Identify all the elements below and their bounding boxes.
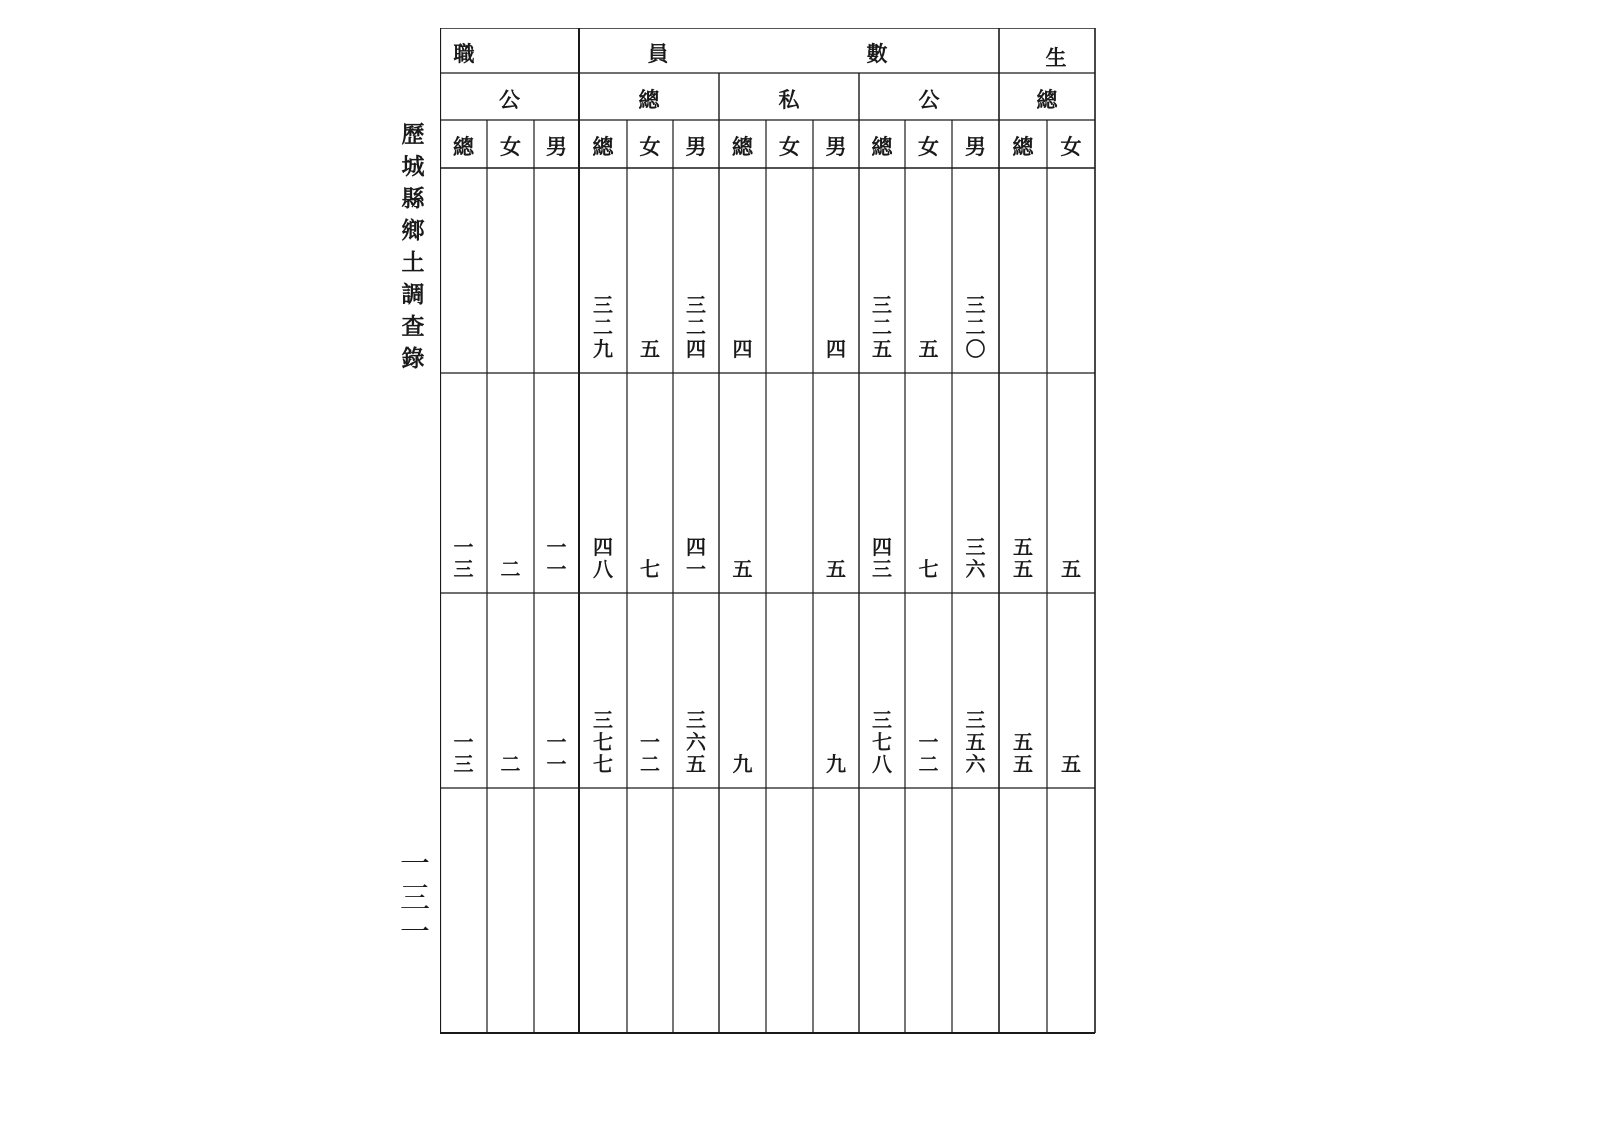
table-cell: 七 <box>918 557 939 581</box>
table-cell: 二 <box>500 557 521 581</box>
table-cell: 一 一 <box>546 730 567 776</box>
table-cell: 五 <box>1061 752 1081 776</box>
table-cell: 七 <box>640 557 660 581</box>
table-cell: 三 五 六 <box>965 708 986 776</box>
table-cell: 三 二 五 <box>872 293 892 361</box>
table-cell: 五 <box>732 557 753 581</box>
statistics-table <box>440 28 1100 1068</box>
column-header-10: 女 <box>918 134 939 159</box>
table-cell: 四 <box>732 337 753 361</box>
group-header-private: 私 <box>778 87 800 112</box>
table-cell: 四 三 <box>872 535 892 581</box>
column-header-11: 男 <box>965 134 986 159</box>
column-header-7: 女 <box>779 134 800 159</box>
column-header-4: 女 <box>639 134 661 159</box>
top-header-zhi: 職 <box>453 41 475 66</box>
column-header-0: 總 <box>453 134 474 159</box>
table-cell: 九 <box>826 752 846 776</box>
table-cell: 四 <box>826 337 846 361</box>
table-cell: 三 二 九 <box>593 293 613 361</box>
column-header-1: 女 <box>500 134 521 159</box>
column-header-5: 男 <box>685 134 707 159</box>
table-cell: 一 二 <box>918 730 939 776</box>
column-header-8: 男 <box>825 134 847 159</box>
page-number: 一 三 一 <box>400 847 430 950</box>
top-header-sheng: 生 <box>1045 45 1067 70</box>
column-header-6: 總 <box>732 134 753 159</box>
table-grid-lines <box>440 28 1100 1068</box>
group-header-public: 公 <box>918 87 940 112</box>
table-cell: 五 <box>826 557 846 581</box>
table-cell: 五 五 <box>1013 730 1033 776</box>
column-header-9: 總 <box>871 134 893 159</box>
table-cell: 三 七 八 <box>872 708 892 776</box>
table-cell: 九 <box>732 752 753 776</box>
table-cell: 三 六 <box>965 535 986 581</box>
table-cell: 三 七 七 <box>593 708 613 776</box>
table-cell: 五 <box>1061 557 1081 581</box>
table-cell: 五 <box>640 337 660 361</box>
group-header-public-staff: 公 <box>499 87 520 112</box>
table-cell: 一 三 <box>453 730 474 776</box>
column-header-13: 女 <box>1060 134 1082 159</box>
group-header-total: 總 <box>638 87 660 112</box>
table-cell: 三 二 〇 <box>965 293 986 361</box>
table-cell: 一 三 <box>453 535 474 581</box>
column-header-12: 總 <box>1012 134 1034 159</box>
table-cell: 一 二 <box>640 730 660 776</box>
table-cell: 三 六 五 <box>686 708 706 776</box>
top-header-yuan: 員 <box>647 41 669 66</box>
side-title: 歷 城 縣 鄉 土 調 查 錄 <box>401 121 425 372</box>
table-cell: 四 一 <box>686 535 706 581</box>
table-cell: 五 五 <box>1013 535 1033 581</box>
table-cell: 五 <box>918 337 939 361</box>
table-cell: 一 一 <box>546 535 567 581</box>
table-cell: 二 <box>500 752 521 776</box>
column-header-2: 男 <box>546 134 567 159</box>
group-header-student-total: 總 <box>1036 87 1058 112</box>
table-cell: 四 八 <box>593 535 613 581</box>
column-header-3: 總 <box>592 134 614 159</box>
top-header-shu: 數 <box>866 41 888 66</box>
table-cell: 三 二 四 <box>686 293 706 361</box>
